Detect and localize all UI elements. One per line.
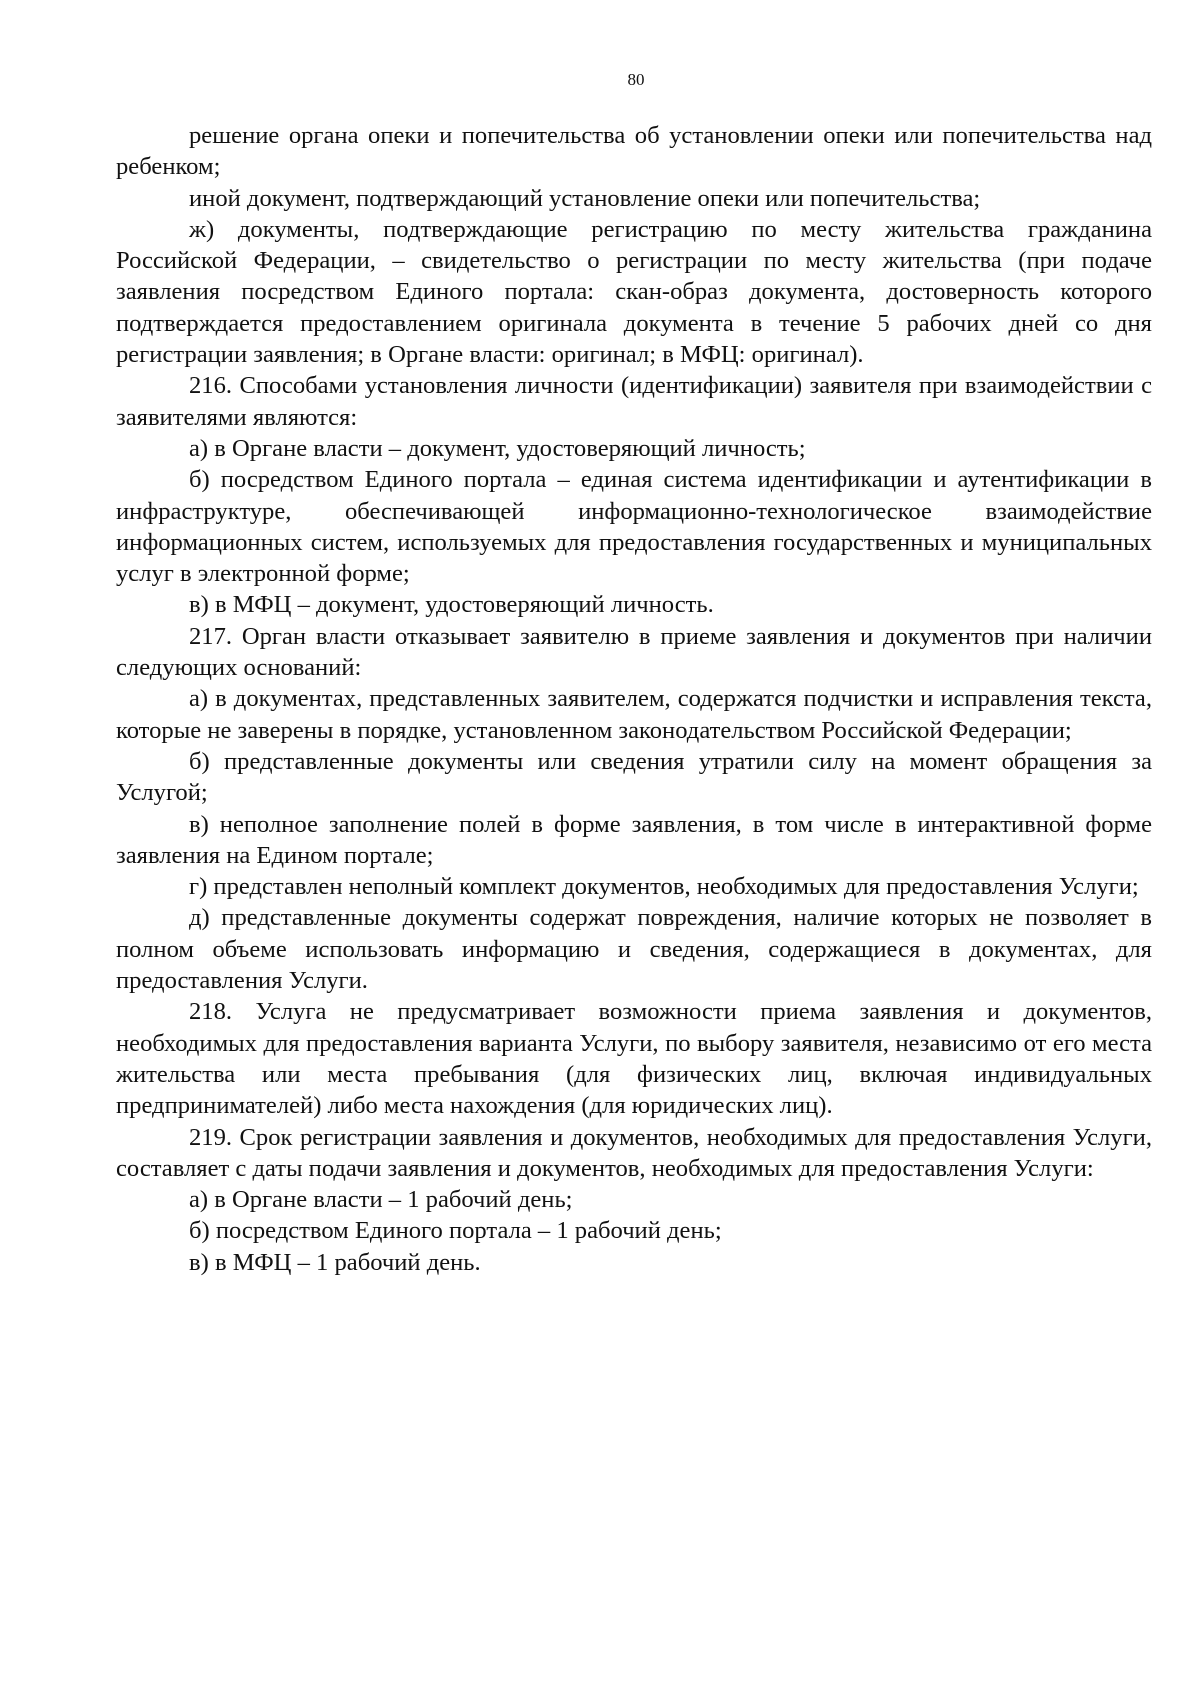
paragraph-219-a: а) в Органе власти – 1 рабочий день;	[189, 1186, 573, 1214]
paragraph-219-b: б) посредством Единого портала – 1 рабочий день;	[189, 1217, 722, 1245]
paragraph-219: 219. Срок регистрации заявления и документов, необходимых для предоставления Услуги, составляет с даты подачи заявления и документов, необходимых для предоставления Услуги:	[116, 1123, 1152, 1182]
paragraph-other-guardianship-document: иной документ, подтверждающий установление опеки или попечительства;	[189, 184, 981, 212]
paragraph-217-v: в) неполное заполнение полей в форме заявления, в том числе в интерактивной форме заявления на Едином портале;	[116, 810, 1152, 869]
paragraph-216-v: в) в МФЦ – документ, удостоверяющий личность.	[189, 591, 714, 619]
paragraph-guardianship-decision: решение органа опеки и попечительства об установлении опеки или попечительства над ребенком;	[116, 122, 1152, 181]
paragraph-217-b: б) представленные документы или сведения утратили силу на момент обращения за Услугой;	[116, 747, 1152, 807]
paragraph-registration-documents: ж) документы, подтверждающие регистрацию по месту жительства гражданина Российской Федерации, – свидетельство о регистрации по месту жительства (при подаче заявления посредством Единого портала: скан-образ документа, достоверность которого подтверждается предоставлением оригинала документа в течение 5 рабочих дней со дня регистрации заявления; в Органе власти: оригинал; в МФЦ: оригинал).	[116, 215, 1152, 369]
paragraph-219-v: в) в МФЦ – 1 рабочий день.	[189, 1248, 481, 1276]
paragraph-216-b: б) посредством Единого портала – единая система идентификации и аутентификации в инфраструктуре, обеспечивающей информационно-технологическое взаимодействие информационных систем, используемых для предоставления государственных и муниципальных услуг в электронной форме;	[116, 466, 1152, 588]
paragraph-217-d: д) представленные документы содержат повреждения, наличие которых не позволяет в полном объеме использовать информацию и сведения, содержащиеся в документах, для предоставления Услуги.	[116, 904, 1152, 995]
paragraph-217-g: г) представлен неполный комплект документов, необходимых для предоставления Услуги;	[189, 873, 1139, 901]
paragraph-218: 218. Услуга не предусматривает возможности приема заявления и документов, необходимых для предоставления варианта Услуги, по выбору заявителя, независимо от его места жительства или места пребывания (для физических лиц, включая индивидуальных предпринимателей) либо места нахождения (для юридических лиц).	[116, 998, 1152, 1120]
page-number: 80	[627, 70, 645, 89]
paragraph-216: 216. Способами установления личности (идентификации) заявителя при взаимодействии с заявителями являются:	[116, 372, 1152, 431]
document-body	[116, 120, 1152, 1278]
paragraph-216-a: а) в Органе власти – документ, удостоверяющий личность;	[189, 434, 806, 462]
paragraph-217-a: а) в документах, представленных заявителем, содержатся подчистки и исправления текста, которые не заверены в порядке, установленном законодательством Российской Федерации;	[116, 685, 1152, 744]
paragraph-217: 217. Орган власти отказывает заявителю в приеме заявления и документов при наличии следующих оснований:	[116, 622, 1152, 682]
